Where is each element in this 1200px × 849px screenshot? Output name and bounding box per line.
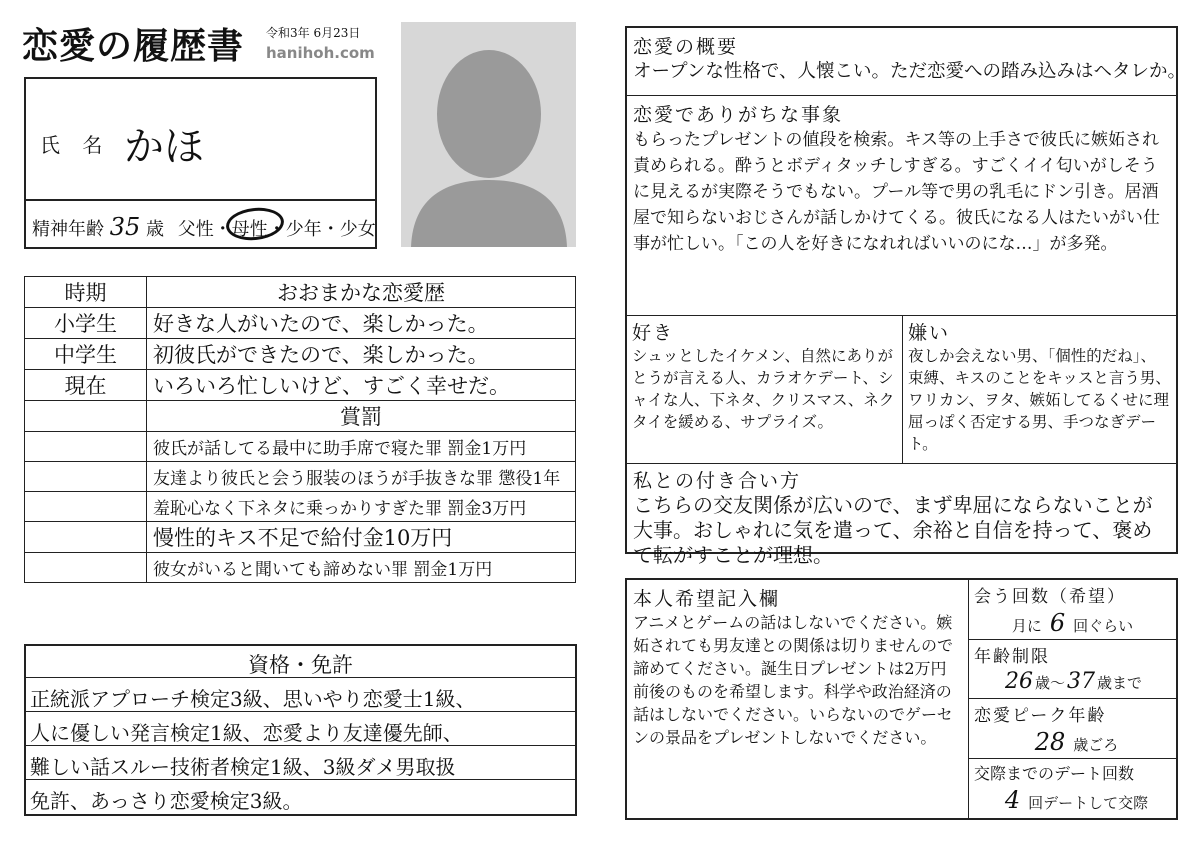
likes-section <box>627 316 903 464</box>
history-period-empty <box>25 462 147 492</box>
meet-frequency-cell <box>969 580 1176 640</box>
age-limit-max: 37 <box>1067 668 1095 694</box>
howto-text: こちらの交友関係が広いので、まず卑屈にならないことが大事。おしゃれに気を遣って、余裕と自信を持って、褒めて転がすことが理想。 <box>633 493 1153 567</box>
meet-frequency-value-row <box>974 609 1171 637</box>
qualifications-header: 資格・免許 <box>26 646 575 678</box>
age-limit-sep: 歳〜 <box>1034 673 1065 692</box>
peak-age-value: 28 <box>1034 728 1066 756</box>
dislikes-text: 夜しか会えない男、「個性的だね」、束縛、キスのことをキッスと言う男、ワリカン、ヲタ、嫉妬してるくせに理屈っぽく否定する男、手つなぎデート。 <box>908 347 1171 453</box>
history-header-summary: おおまかな恋愛歴 <box>147 277 576 308</box>
date-count-value-row <box>974 786 1171 814</box>
peak-age-suffix: 歳ごろ <box>1073 736 1119 754</box>
howto-label: 私との付き合い方 <box>633 470 802 492</box>
history-period-empty <box>25 401 147 432</box>
qualification-line: 難しい話スルー技術者検定1級、3級ダメ男取扱 <box>26 746 575 780</box>
mental-age-value: 35 <box>109 213 141 241</box>
wish-text: アニメとゲームの話はしないでください。嫉妬されても男友達との関係は切りませんので諦めてください。誕生日プレゼントは2万円前後のものを希望します。科学や政治経済の話はしないでください。いらないのでゲーセンの景品をプレゼントしないでください。 <box>633 613 954 747</box>
table-row <box>25 553 576 583</box>
mental-age-suffix: 歳 <box>146 219 165 240</box>
history-period-empty <box>25 522 147 553</box>
overview-section <box>627 28 1186 96</box>
howto-section <box>627 464 1176 567</box>
dislikes-section <box>903 316 1176 464</box>
history-period: 中学生 <box>25 339 147 370</box>
reward-item: 友達より彼氏と会う服装のほうが手抜きな罪 懲役1年 <box>147 462 576 492</box>
table-row <box>25 522 576 553</box>
table-row <box>25 308 576 339</box>
history-table <box>24 276 576 583</box>
date-count-label: 交際までのデート回数 <box>974 763 1135 783</box>
age-limit-value-row <box>974 669 1171 694</box>
qualification-line: 人に優しい発言検定1級、恋愛より友達優先師、 <box>26 712 575 746</box>
overview-text: オープンな性格で、人懐こい。ただ恋愛への踏み込みはヘタレか。 <box>633 61 1186 82</box>
age-limit-min: 26 <box>1004 668 1033 694</box>
table-row <box>25 370 576 401</box>
love-profile-box <box>625 26 1186 567</box>
date-count-cell <box>969 759 1176 819</box>
meet-frequency-suffix: 回ぐらい <box>1073 617 1134 635</box>
table-row <box>25 492 576 522</box>
table-row <box>25 462 576 492</box>
history-period-empty <box>25 553 147 583</box>
profile-photo <box>401 22 576 247</box>
meet-frequency-value: 6 <box>1049 609 1066 637</box>
events-section <box>627 96 1176 316</box>
table-row <box>25 432 576 462</box>
history-period-empty <box>25 492 147 522</box>
table-row <box>25 401 576 432</box>
qualification-line: 免許、あっさり恋愛検定3級。 <box>30 789 303 813</box>
reward-item: 羞恥心なく下ネタに乗っかりすぎた罪 罰金3万円 <box>147 492 576 522</box>
date: 令和3年 6月23日 <box>266 26 361 40</box>
history-text: 初彼氏ができたので、楽しかった。 <box>147 339 576 370</box>
site-name: hanihoh.com <box>266 44 375 62</box>
overview-label: 恋愛の概要 <box>633 36 739 58</box>
wish-section <box>627 580 969 818</box>
history-period-empty <box>25 432 147 462</box>
events-text: もらったプレゼントの値段を検索。キス等の上手さで彼氏に嫉妬され責められる。酔うとボディタッチしすぎる。すごくイイ匂いがしそうに見えるが実際そうでもない。プール等で男の乳毛にドン引き。居酒屋で知らないおじさんが話しかけてくる。彼氏になる人はたいがい仕事が忙しい。「この人を好きになれればいいのにな…」が多発。 <box>633 130 1160 254</box>
dislikes-label: 嫌い <box>908 322 951 344</box>
age-limit-cell <box>969 640 1176 700</box>
peak-age-label: 恋愛ピーク年齢 <box>974 706 1107 726</box>
age-limit-label: 年齢制限 <box>974 646 1050 667</box>
meet-frequency-prefix: 月に <box>1011 617 1042 635</box>
peak-age-cell <box>969 699 1176 759</box>
name-box <box>24 77 377 249</box>
meet-frequency-label: 会う回数（希望） <box>974 587 1126 607</box>
peak-age-value-row <box>974 728 1171 756</box>
reward-item: 彼女がいると聞いても諦めない罪 罰金1万円 <box>147 553 576 583</box>
history-period: 小学生 <box>25 308 147 339</box>
type-boy-girl: ・少年・少女 <box>267 219 376 240</box>
wish-label: 本人希望記入欄 <box>633 588 781 610</box>
history-text: いろいろ忙しいけど、すごく幸せだ。 <box>147 370 576 401</box>
events-label: 恋愛でありがちな事象 <box>633 104 844 126</box>
history-period: 現在 <box>25 370 147 401</box>
likes-label: 好き <box>632 322 675 344</box>
date-count-value: 4 <box>1004 785 1021 814</box>
type-mother-selected <box>232 215 268 241</box>
history-text: 好きな人がいたので、楽しかった。 <box>147 308 576 339</box>
name-value: かほ <box>124 124 204 170</box>
likes-text: シュッとしたイケメン、自然にありがとうが言える人、カラオケデート、シャイな人、下ネタ、クリスマス、ネクタイを緩める、サプライズ。 <box>632 347 895 431</box>
type-father: 父性・ <box>177 219 232 240</box>
history-header-period: 時期 <box>25 277 147 308</box>
mental-age-row <box>26 199 375 247</box>
avatar-silhouette-icon <box>401 22 576 247</box>
age-limit-suffix: 歳まで <box>1097 673 1143 692</box>
reward-item: 慢性的キス不足で給付金10万円 <box>147 522 576 553</box>
table-row <box>25 277 576 308</box>
qualifications-box <box>24 644 577 816</box>
wish-box <box>625 578 1178 820</box>
table-row <box>25 339 576 370</box>
qualification-line: 正統派アプローチ検定3級、思いやり恋愛士1級、 <box>26 678 575 712</box>
mental-age-label: 精神年齢 <box>32 219 104 240</box>
date-count-suffix: 回デートして交際 <box>1028 793 1149 812</box>
page-title: 恋愛の履歴書 <box>22 25 245 67</box>
rewards-header: 賞罰 <box>147 401 576 432</box>
name-label: 氏 名 <box>40 133 111 157</box>
reward-item: 彼氏が話してる最中に助手席で寝た罪 罰金1万円 <box>147 432 576 462</box>
type-mother: 母性 <box>231 219 268 240</box>
